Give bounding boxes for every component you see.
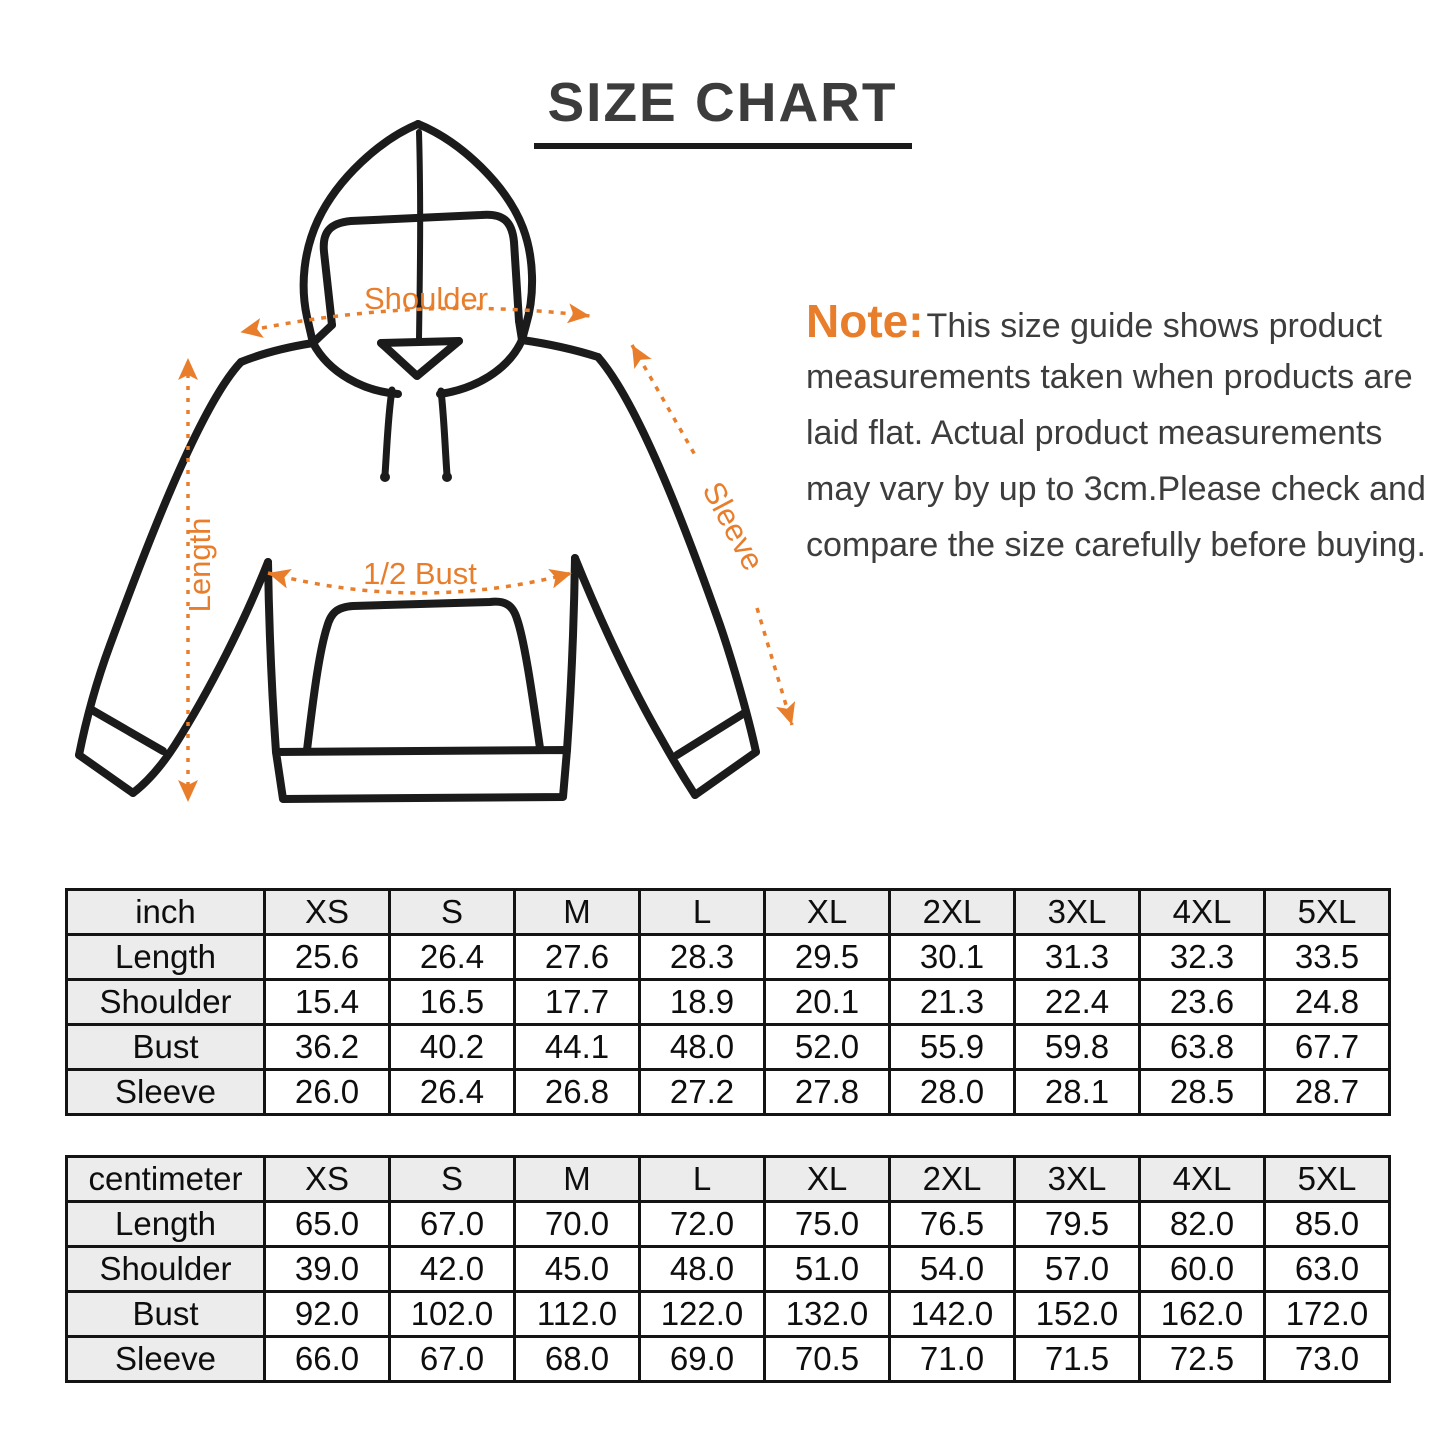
size-column-header: XS bbox=[265, 890, 390, 935]
measurement-cell: 57.0 bbox=[1015, 1247, 1140, 1292]
measurement-row bbox=[67, 935, 1390, 980]
measurement-cell: 32.3 bbox=[1140, 935, 1265, 980]
sleeve-label: Sleeve bbox=[695, 476, 771, 577]
measurement-cell: 27.6 bbox=[515, 935, 640, 980]
measurement-annotations bbox=[188, 308, 792, 798]
size-column-header: XS bbox=[265, 1157, 390, 1202]
size-column-header: 5XL bbox=[1265, 890, 1390, 935]
drawstring-right bbox=[441, 391, 447, 475]
measurement-cell: 16.5 bbox=[390, 980, 515, 1025]
measurement-cell: 122.0 bbox=[640, 1292, 765, 1337]
measurement-cell: 28.7 bbox=[1265, 1070, 1390, 1115]
measurement-cell: 67.0 bbox=[390, 1202, 515, 1247]
measurement-cell: 20.1 bbox=[765, 980, 890, 1025]
size-header-row bbox=[67, 1157, 1390, 1202]
sleeve-arrow-line-lower bbox=[757, 608, 792, 725]
measurement-cell: 51.0 bbox=[765, 1247, 890, 1292]
measurement-cell: 39.0 bbox=[265, 1247, 390, 1292]
note-text: This size guide shows product bbox=[926, 307, 1382, 345]
drawstring-tip-left bbox=[380, 472, 390, 482]
measurement-cell: 85.0 bbox=[1265, 1202, 1390, 1247]
shoulder-arrowhead-right bbox=[567, 303, 591, 326]
body-left-edge bbox=[268, 562, 276, 752]
body-right-edge bbox=[567, 558, 575, 750]
measurement-row-label: Sleeve bbox=[67, 1337, 265, 1382]
measurement-cell: 72.0 bbox=[640, 1202, 765, 1247]
measurement-cell: 48.0 bbox=[640, 1025, 765, 1070]
measurement-cell: 44.1 bbox=[515, 1025, 640, 1070]
measurement-cell: 33.5 bbox=[1265, 935, 1390, 980]
note-line: laid flat. Actual product measurements bbox=[806, 414, 1383, 452]
size-column-header: M bbox=[515, 890, 640, 935]
measurement-row-label: Bust bbox=[67, 1025, 265, 1070]
drawstring-tip-right bbox=[442, 472, 452, 482]
size-column-header: XL bbox=[765, 1157, 890, 1202]
measurement-cell: 75.0 bbox=[765, 1202, 890, 1247]
size-column-header: S bbox=[390, 1157, 515, 1202]
collar-line bbox=[381, 341, 459, 343]
size-column-header: 3XL bbox=[1015, 890, 1140, 935]
measurement-row bbox=[67, 1025, 1390, 1070]
cuff-right-line bbox=[677, 712, 746, 755]
measurement-cell: 76.5 bbox=[890, 1202, 1015, 1247]
measurement-cell: 21.3 bbox=[890, 980, 1015, 1025]
measurement-row-label: Length bbox=[67, 935, 265, 980]
measurement-cell: 92.0 bbox=[265, 1292, 390, 1337]
measurement-row bbox=[67, 1292, 1390, 1337]
measurement-cell: 60.0 bbox=[1140, 1247, 1265, 1292]
size-column-header: 4XL bbox=[1140, 890, 1265, 935]
measurement-cell: 30.1 bbox=[890, 935, 1015, 980]
measurement-cell: 26.4 bbox=[390, 1070, 515, 1115]
shoulder-seam-right bbox=[522, 340, 598, 357]
note-line bbox=[806, 293, 1445, 349]
measurement-cell: 31.3 bbox=[1015, 935, 1140, 980]
measurement-row-label: Bust bbox=[67, 1292, 265, 1337]
measurement-cell: 36.2 bbox=[265, 1025, 390, 1070]
note-line: may vary by up to 3cm.Please check and bbox=[806, 470, 1426, 508]
measurement-cell: 142.0 bbox=[890, 1292, 1015, 1337]
measurement-cell: 71.0 bbox=[890, 1337, 1015, 1382]
measurement-cell: 66.0 bbox=[265, 1337, 390, 1382]
measurement-cell: 67.7 bbox=[1265, 1025, 1390, 1070]
size-table-centimeter bbox=[65, 1155, 1391, 1383]
measurement-cell: 23.6 bbox=[1140, 980, 1265, 1025]
sleeve-right-inner bbox=[575, 558, 695, 795]
measurement-cell: 63.8 bbox=[1140, 1025, 1265, 1070]
shoulder-label: Shoulder bbox=[363, 281, 489, 316]
measurement-cell: 59.8 bbox=[1015, 1025, 1140, 1070]
size-column-header: 2XL bbox=[890, 890, 1015, 935]
measurement-row bbox=[67, 1070, 1390, 1115]
note-label: Note: bbox=[806, 295, 924, 347]
size-column-header: 2XL bbox=[890, 1157, 1015, 1202]
measurement-cell: 73.0 bbox=[1265, 1337, 1390, 1382]
measurement-row-label: Sleeve bbox=[67, 1070, 265, 1115]
measurement-cell: 18.9 bbox=[640, 980, 765, 1025]
measurement-cell: 71.5 bbox=[1015, 1337, 1140, 1382]
drawstring-left bbox=[385, 390, 392, 475]
measurement-cell: 132.0 bbox=[765, 1292, 890, 1337]
measurement-cell: 70.5 bbox=[765, 1337, 890, 1382]
measurement-cell: 72.5 bbox=[1140, 1337, 1265, 1382]
note-block bbox=[806, 293, 1445, 573]
measurement-cell: 102.0 bbox=[390, 1292, 515, 1337]
size-column-header: XL bbox=[765, 890, 890, 935]
length-label: Length bbox=[182, 517, 217, 613]
measurement-cell: 52.0 bbox=[765, 1025, 890, 1070]
measurement-cell: 112.0 bbox=[515, 1292, 640, 1337]
measurement-cell: 67.0 bbox=[390, 1337, 515, 1382]
sleeve-arrowhead-bottom bbox=[776, 701, 802, 728]
measurement-cell: 42.0 bbox=[390, 1247, 515, 1292]
measurement-row bbox=[67, 1247, 1390, 1292]
measurement-cell: 26.0 bbox=[265, 1070, 390, 1115]
measurement-cell: 68.0 bbox=[515, 1337, 640, 1382]
unit-header-cell: inch bbox=[67, 890, 265, 935]
measurement-cell: 172.0 bbox=[1265, 1292, 1390, 1337]
measurement-cell: 28.1 bbox=[1015, 1070, 1140, 1115]
measurement-cell: 27.8 bbox=[765, 1070, 890, 1115]
sleeve-arrow-line-upper bbox=[632, 345, 695, 455]
measurement-cell: 162.0 bbox=[1140, 1292, 1265, 1337]
measurement-cell: 26.4 bbox=[390, 935, 515, 980]
measurement-cell: 25.6 bbox=[265, 935, 390, 980]
measurement-cell: 82.0 bbox=[1140, 1202, 1265, 1247]
measurement-cell: 79.5 bbox=[1015, 1202, 1140, 1247]
size-table-inch bbox=[65, 888, 1391, 1116]
size-column-header: L bbox=[640, 1157, 765, 1202]
measurement-cell: 45.0 bbox=[515, 1247, 640, 1292]
sleeve-right-end bbox=[695, 752, 756, 795]
hoodie-diagram bbox=[70, 110, 810, 830]
cuff-left-line bbox=[92, 710, 163, 751]
measurement-cell: 40.2 bbox=[390, 1025, 515, 1070]
measurement-row bbox=[67, 1202, 1390, 1247]
measurement-row bbox=[67, 980, 1390, 1025]
measurement-cell: 63.0 bbox=[1265, 1247, 1390, 1292]
measurement-cell: 54.0 bbox=[890, 1247, 1015, 1292]
size-column-header: L bbox=[640, 890, 765, 935]
measurement-cell: 69.0 bbox=[640, 1337, 765, 1382]
shoulder-arrowhead-left bbox=[238, 318, 263, 342]
kangaroo-pocket bbox=[307, 602, 540, 750]
measurement-cell: 15.4 bbox=[265, 980, 390, 1025]
measurement-cell: 17.7 bbox=[515, 980, 640, 1025]
measurement-cell: 29.5 bbox=[765, 935, 890, 980]
sleeve-left-end bbox=[79, 755, 133, 793]
measurement-cell: 22.4 bbox=[1015, 980, 1140, 1025]
size-column-header: 3XL bbox=[1015, 1157, 1140, 1202]
measurement-cell: 65.0 bbox=[265, 1202, 390, 1247]
measurement-cell: 48.0 bbox=[640, 1247, 765, 1292]
hoodie-lineart bbox=[79, 124, 756, 799]
measurement-row-label: Shoulder bbox=[67, 1247, 265, 1292]
size-column-header: 5XL bbox=[1265, 1157, 1390, 1202]
sleeve-arrowhead-top bbox=[623, 340, 651, 369]
measurement-row-label: Shoulder bbox=[67, 980, 265, 1025]
measurement-cell: 26.8 bbox=[515, 1070, 640, 1115]
unit-header-cell: centimeter bbox=[67, 1157, 265, 1202]
measurement-cell: 152.0 bbox=[1015, 1292, 1140, 1337]
size-header-row bbox=[67, 890, 1390, 935]
size-column-header: M bbox=[515, 1157, 640, 1202]
measurement-row-label: Length bbox=[67, 1202, 265, 1247]
measurement-cell: 28.5 bbox=[1140, 1070, 1265, 1115]
measurement-cell: 70.0 bbox=[515, 1202, 640, 1247]
size-column-header: 4XL bbox=[1140, 1157, 1265, 1202]
shoulder-seam-left bbox=[241, 343, 313, 362]
note-line: measurements taken when products are bbox=[806, 358, 1413, 396]
measurement-cell: 55.9 bbox=[890, 1025, 1015, 1070]
page-title: SIZE CHART bbox=[534, 70, 912, 149]
measurement-cell: 27.2 bbox=[640, 1070, 765, 1115]
hem-band bbox=[276, 750, 567, 799]
bust-label: 1/2 Bust bbox=[363, 556, 477, 591]
measurement-cell: 24.8 bbox=[1265, 980, 1390, 1025]
measurement-cell: 28.0 bbox=[890, 1070, 1015, 1115]
drawstring-tips bbox=[380, 472, 452, 482]
measurement-row bbox=[67, 1337, 1390, 1382]
note-line: compare the size carefully before buying. bbox=[806, 526, 1426, 564]
measurement-cell: 28.3 bbox=[640, 935, 765, 980]
size-column-header: S bbox=[390, 890, 515, 935]
